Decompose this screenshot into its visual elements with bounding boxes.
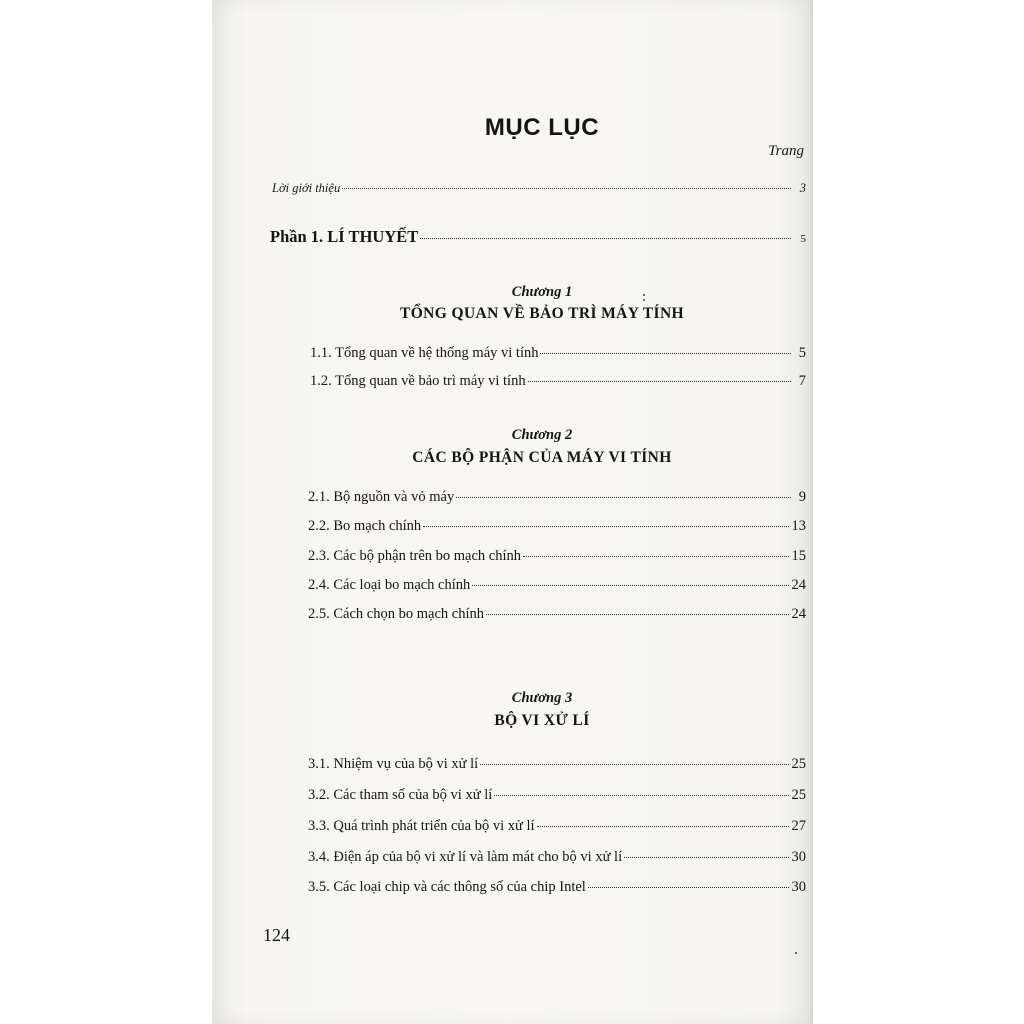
dot-leader — [420, 238, 791, 239]
toc-entry-label: 2.3. Các bộ phận trên bo mạch chính — [308, 548, 522, 564]
book-page — [212, 0, 812, 1024]
dot-leader — [588, 887, 789, 888]
ink-speck — [643, 299, 645, 301]
chapter-label-1: Chương 1 — [511, 284, 573, 300]
dot-leader — [494, 795, 788, 796]
page-column-header: Trang — [768, 143, 804, 159]
toc-entry-page: 24 — [791, 606, 806, 622]
toc-entry-label: 3.2. Các tham số của bộ vi xử lí — [308, 787, 493, 803]
toc-entry-page: 24 — [791, 577, 806, 593]
toc-entry-page: 9 — [798, 489, 806, 505]
toc-entry — [308, 577, 806, 594]
toc-entry — [308, 787, 806, 804]
toc-entry — [308, 879, 806, 896]
toc-entry-page: 5 — [798, 345, 806, 361]
toc-part-1 — [270, 227, 806, 247]
toc-entry-page: 27 — [791, 818, 806, 834]
toc-entry-label: 2.4. Các loại bo mạch chính — [308, 577, 471, 593]
toc-entry-label: 3.1. Nhiệm vụ của bộ vi xử lí — [308, 756, 479, 772]
toc-entry-page: 30 — [791, 849, 806, 865]
toc-part-label: Phần 1. LÍ THUYẾT — [270, 227, 419, 246]
toc-title: MỤC LỤC — [484, 114, 600, 141]
dot-leader — [456, 497, 791, 498]
toc-entry-page: 13 — [791, 518, 806, 534]
toc-entry-intro — [272, 181, 806, 196]
chapter-title-3: BỘ VI XỬ LÍ — [494, 712, 590, 729]
dot-leader — [480, 764, 788, 765]
toc-entry-page: 30 — [791, 879, 806, 895]
ink-speck — [795, 952, 797, 954]
dot-leader — [472, 585, 788, 586]
page-edge — [810, 0, 813, 1024]
dot-leader — [523, 556, 788, 557]
toc-entry-label: 1.1. Tổng quan về hệ thống máy vi tính — [310, 345, 539, 361]
toc-entry-label: 3.3. Quá trình phát triển của bộ vi xử lí — [308, 818, 535, 834]
toc-entry-page: 25 — [791, 756, 806, 772]
toc-entry-label: 3.5. Các loại chip và các thông số của chip Intel — [308, 879, 586, 895]
toc-entry — [308, 849, 806, 866]
dot-leader — [624, 857, 788, 858]
toc-entry-label: 2.1. Bộ nguồn và vỏ máy — [308, 489, 455, 505]
toc-entry-label: Lời giới thiệu — [272, 181, 341, 195]
chapter-title-2: CÁC BỘ PHẬN CỦA MÁY VI TÍNH — [412, 449, 672, 466]
dot-leader — [528, 381, 791, 382]
dot-leader — [423, 526, 788, 527]
toc-entry-page: 5 — [800, 233, 806, 245]
toc-entry-page: 3 — [799, 181, 806, 195]
chapter-label-2: Chương 2 — [511, 427, 573, 443]
toc-entry — [308, 606, 806, 623]
toc-entry — [308, 756, 806, 773]
dot-leader — [540, 353, 791, 354]
toc-entry — [308, 818, 806, 835]
dot-leader — [486, 614, 789, 615]
toc-entry-page: 25 — [791, 787, 806, 803]
chapter-label-3: Chương 3 — [511, 690, 573, 706]
toc-entry-label: 2.2. Bo mạch chính — [308, 518, 422, 534]
toc-entry-label: 1.2. Tổng quan về bảo trì máy vi tính — [310, 373, 526, 389]
dot-leader — [537, 826, 789, 827]
toc-entry-label: 3.4. Điện áp của bộ vi xử lí và làm mát cho bộ vi xử lí — [308, 849, 623, 865]
toc-entry — [308, 489, 806, 506]
page-number: 124 — [263, 925, 290, 945]
toc-entry — [308, 548, 806, 565]
toc-entry — [310, 345, 806, 362]
ink-speck — [643, 294, 645, 296]
chapter-title-1: TỔNG QUAN VỀ BẢO TRÌ MÁY TÍNH — [399, 305, 685, 322]
toc-entry-label: 2.5. Cách chọn bo mạch chính — [308, 606, 484, 622]
toc-entry-page: 15 — [791, 548, 806, 564]
toc-entry — [310, 373, 806, 390]
dot-leader — [342, 188, 791, 189]
toc-entry — [308, 518, 806, 535]
toc-entry-page: 7 — [798, 373, 806, 389]
